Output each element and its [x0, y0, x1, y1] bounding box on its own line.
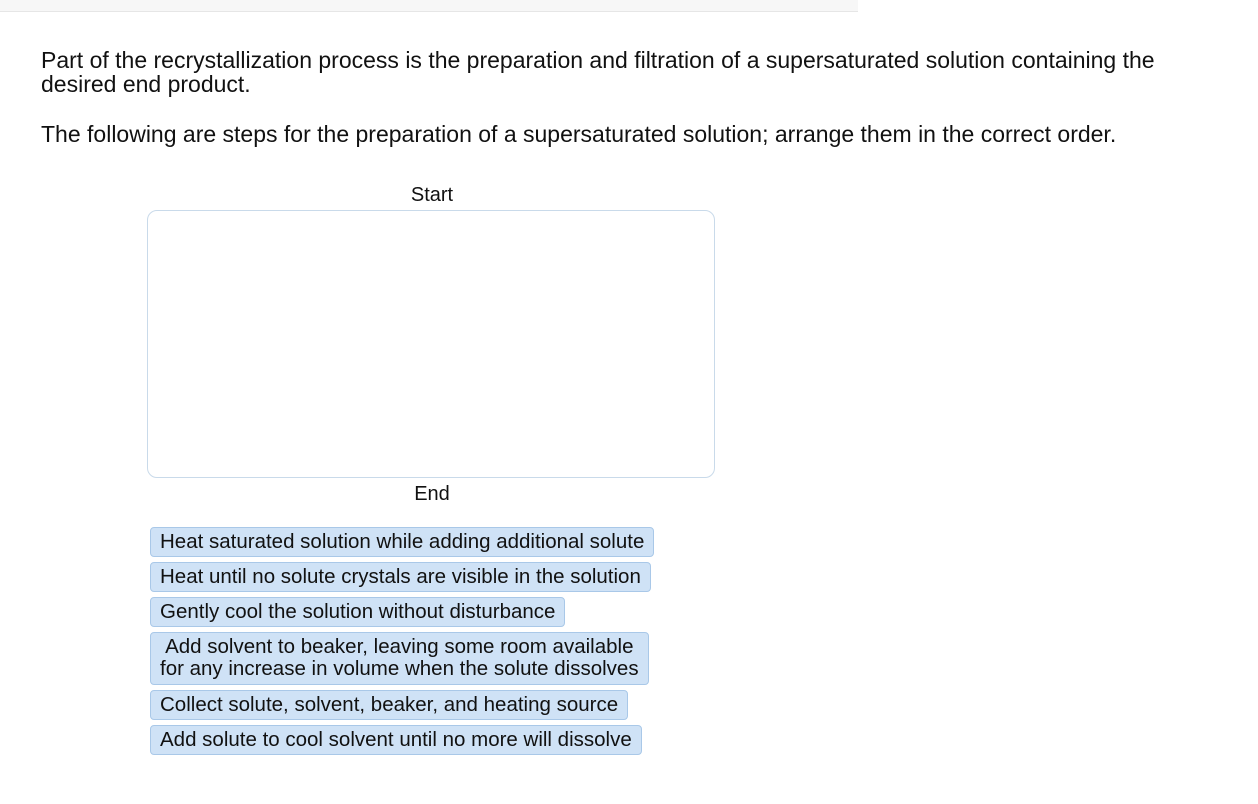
answer-tile-text: Collect solute, solvent, beaker, and heating source — [160, 693, 619, 716]
answer-tile-text: Add solute to cool solvent until no more will dissolve — [160, 728, 632, 751]
answer-tile[interactable] — [150, 597, 565, 627]
answer-tile[interactable] — [150, 562, 651, 592]
question-text — [41, 48, 1231, 146]
answer-tile-text-line-1: Add solvent to beaker, leaving some room available — [165, 635, 634, 658]
answer-tile-text: Heat until no solute crystals are visible in the solution — [160, 565, 641, 588]
top-strip — [0, 0, 858, 12]
start-label: Start — [410, 184, 454, 206]
question-paragraph-1: Part of the recrystallization process is the preparation and filtration of a supersaturated solution containing the desired end product. — [41, 47, 1155, 97]
answer-tile[interactable] — [150, 632, 649, 685]
answer-tile[interactable] — [150, 527, 654, 557]
answer-tile-text-line-2: for any increase in volume when the solute dissolves — [160, 657, 639, 680]
answer-tile[interactable] — [150, 690, 628, 720]
ranking-drop-zone[interactable] — [147, 210, 715, 478]
answer-bank — [150, 527, 654, 760]
answer-tile-text: Heat saturated solution while adding additional solute — [160, 530, 645, 553]
end-label: End — [414, 483, 450, 505]
answer-tile-text: Gently cool the solution without disturbance — [160, 600, 556, 623]
question-paragraph-2: The following are steps for the preparation of a supersaturated solution; arrange them in the correct order. — [41, 121, 1117, 147]
answer-tile[interactable] — [150, 725, 642, 755]
